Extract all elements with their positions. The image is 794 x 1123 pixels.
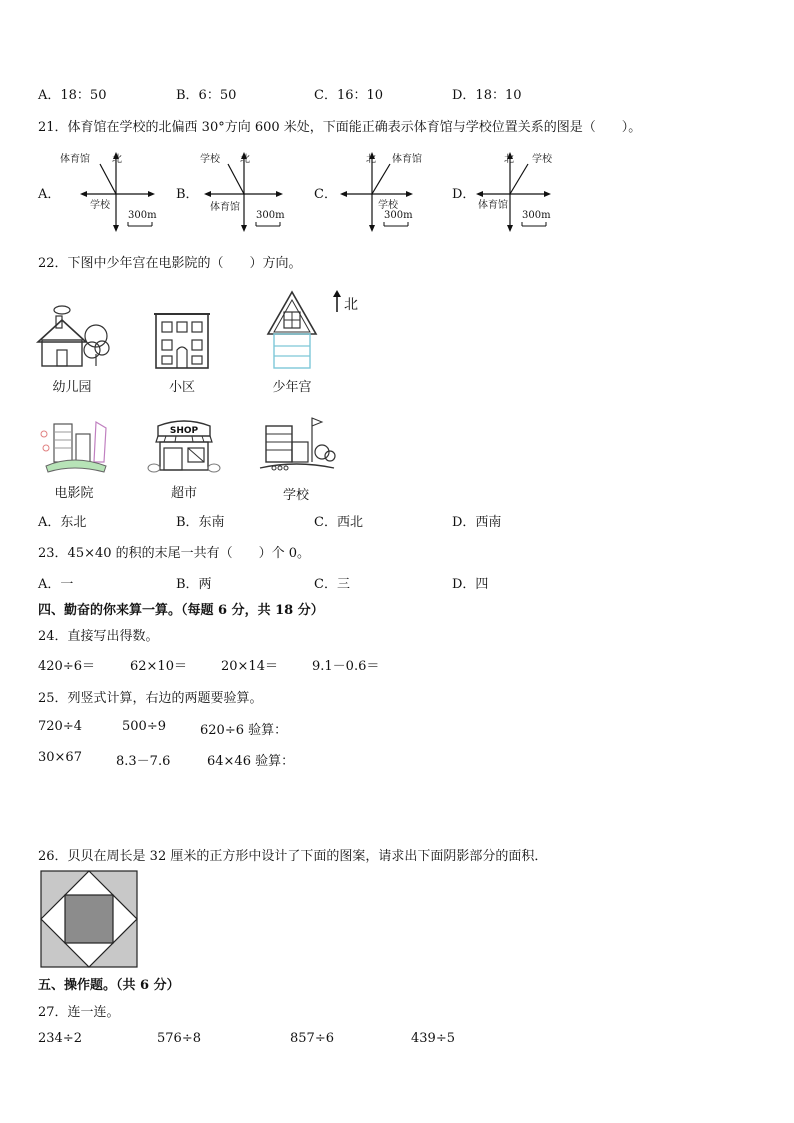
q21-c-label-school: 学校: [378, 200, 398, 211]
q21-a-label-school: 学校: [90, 200, 110, 211]
q24-item-1: 420÷6＝: [38, 659, 95, 674]
q21-letter-a[interactable]: A．: [38, 187, 61, 202]
q23-option-c[interactable]: C．三: [314, 577, 350, 592]
q20-option-d[interactable]: D．18：10: [452, 88, 522, 103]
q21-letter-c[interactable]: C．: [314, 187, 337, 202]
q25-row2-item-3: 64×46 验算：: [207, 754, 295, 769]
q25-row2-item-1: 30×67: [38, 750, 82, 765]
q27-item-1[interactable]: 234÷2: [38, 1031, 82, 1046]
q21-d-label-gym: 体育馆: [478, 200, 508, 211]
cinema-building-icon: [34, 414, 114, 478]
q22-stem: 22．下图中少年宫在电影院的（ ）方向。: [38, 256, 302, 271]
q21-letter-d[interactable]: D．: [452, 187, 476, 202]
q25-row1-item-3: 620÷6 验算：: [200, 723, 288, 738]
q21-d-label-school: 学校: [532, 154, 552, 165]
q21-c-scale: 300m: [384, 210, 413, 221]
q21-figure-d[interactable]: [474, 148, 574, 234]
q20-options: [38, 84, 590, 103]
place-label-school: 学校: [282, 488, 309, 503]
north-arrow-icon: [332, 290, 342, 314]
q23-option-d[interactable]: D．四: [452, 577, 489, 592]
q24-item-2: 62×10＝: [130, 659, 187, 674]
place-label-supermarket: 超市: [170, 486, 197, 501]
q27-item-4[interactable]: 439÷5: [411, 1031, 455, 1046]
q26-square-figure: [40, 870, 138, 972]
q23-option-b[interactable]: B．两: [176, 577, 212, 592]
q23-stem: 23．45×40 的积的末尾一共有（ ）个 0。: [38, 546, 311, 561]
q21-figure-a[interactable]: [60, 148, 160, 234]
residential-building-icon: [142, 308, 222, 372]
place-residential: [142, 308, 222, 395]
q21-a-label-gym: 体育馆: [60, 154, 90, 165]
q21-c-label-gym: 体育馆: [392, 154, 422, 165]
q20-option-b[interactable]: B．6：50: [176, 88, 237, 103]
q22-option-d[interactable]: D．西南: [452, 515, 502, 530]
q21-d-north: 北: [504, 154, 514, 165]
q21-a-north: 北: [112, 154, 122, 165]
q22-north-indicator: [332, 290, 358, 318]
shop-sign-text: SHOP: [169, 426, 199, 436]
q20-option-c[interactable]: C．16：10: [314, 88, 384, 103]
q23-options: [38, 573, 590, 592]
q25-row1-item-2: 500÷9: [122, 719, 166, 734]
q21-figure-c[interactable]: [336, 148, 436, 234]
place-school: [256, 414, 336, 503]
school-building-icon: [256, 414, 336, 480]
place-label-kindergarten: 幼儿园: [52, 380, 92, 395]
q27-item-3[interactable]: 857÷6: [290, 1031, 334, 1046]
q20-option-a[interactable]: A．18：50: [38, 88, 107, 103]
q25-row1-item-1: 720÷4: [38, 719, 82, 734]
place-label-youth-palace: 少年宫: [272, 380, 312, 395]
q24-item-3: 20×14＝: [221, 659, 278, 674]
q24-item-4: 9.1－0.6＝: [312, 659, 380, 674]
q21-a-scale: 300m: [128, 210, 157, 221]
q21-stem: 21．体育馆在学校的北偏西 30°方向 600 米处，下面能正确表示体育馆与学校位置关系的图是（ ）。: [38, 120, 642, 135]
q27-stem: 27．连一连。: [38, 1005, 120, 1020]
q22-option-b[interactable]: B．东南: [176, 515, 225, 530]
place-supermarket: [144, 412, 224, 501]
supermarket-shop-icon: [144, 412, 224, 478]
q21-letter-b[interactable]: B．: [176, 187, 199, 202]
q22-north-label: 北: [344, 297, 358, 313]
q22-option-a[interactable]: A．东北: [38, 515, 87, 530]
q21-c-north: 北: [366, 154, 376, 165]
section-4-title: 四、勤奋的你来算一算。（每题 6 分，共 18 分）: [38, 603, 324, 618]
q22-option-c[interactable]: C．西北: [314, 515, 363, 530]
section-5-title: 五、操作题。（共 6 分）: [38, 978, 180, 993]
place-cinema: [34, 414, 114, 501]
q25-row2-item-2: 8.3－7.6: [116, 754, 171, 769]
q26-stem: 26．贝贝在周长是 32 厘米的正方形中设计了下面的图案，请求出下面阴影部分的面积．: [38, 849, 548, 864]
q24-stem: 24．直接写出得数。: [38, 629, 159, 644]
q21-b-north: 北: [240, 154, 250, 165]
q25-stem: 25．列竖式计算，右边的两题要验算。: [38, 691, 263, 706]
q21-figure-b[interactable]: [198, 148, 298, 234]
place-label-cinema: 电影院: [54, 486, 94, 501]
q21-b-label-gym: 体育馆: [210, 202, 240, 213]
q23-option-a[interactable]: A．一: [38, 577, 74, 592]
place-kindergarten: [32, 302, 112, 395]
kindergarten-icon: [32, 302, 112, 372]
q22-options: [38, 511, 590, 530]
place-youth-palace: [252, 290, 332, 395]
youth-palace-icon: [252, 290, 332, 372]
q27-item-2[interactable]: 576÷8: [157, 1031, 201, 1046]
q21-b-label-school: 学校: [200, 154, 220, 165]
place-label-residential: 小区: [168, 380, 195, 395]
square-pattern-figure: [40, 870, 138, 968]
q21-b-scale: 300m: [256, 210, 285, 221]
q21-d-scale: 300m: [522, 210, 551, 221]
